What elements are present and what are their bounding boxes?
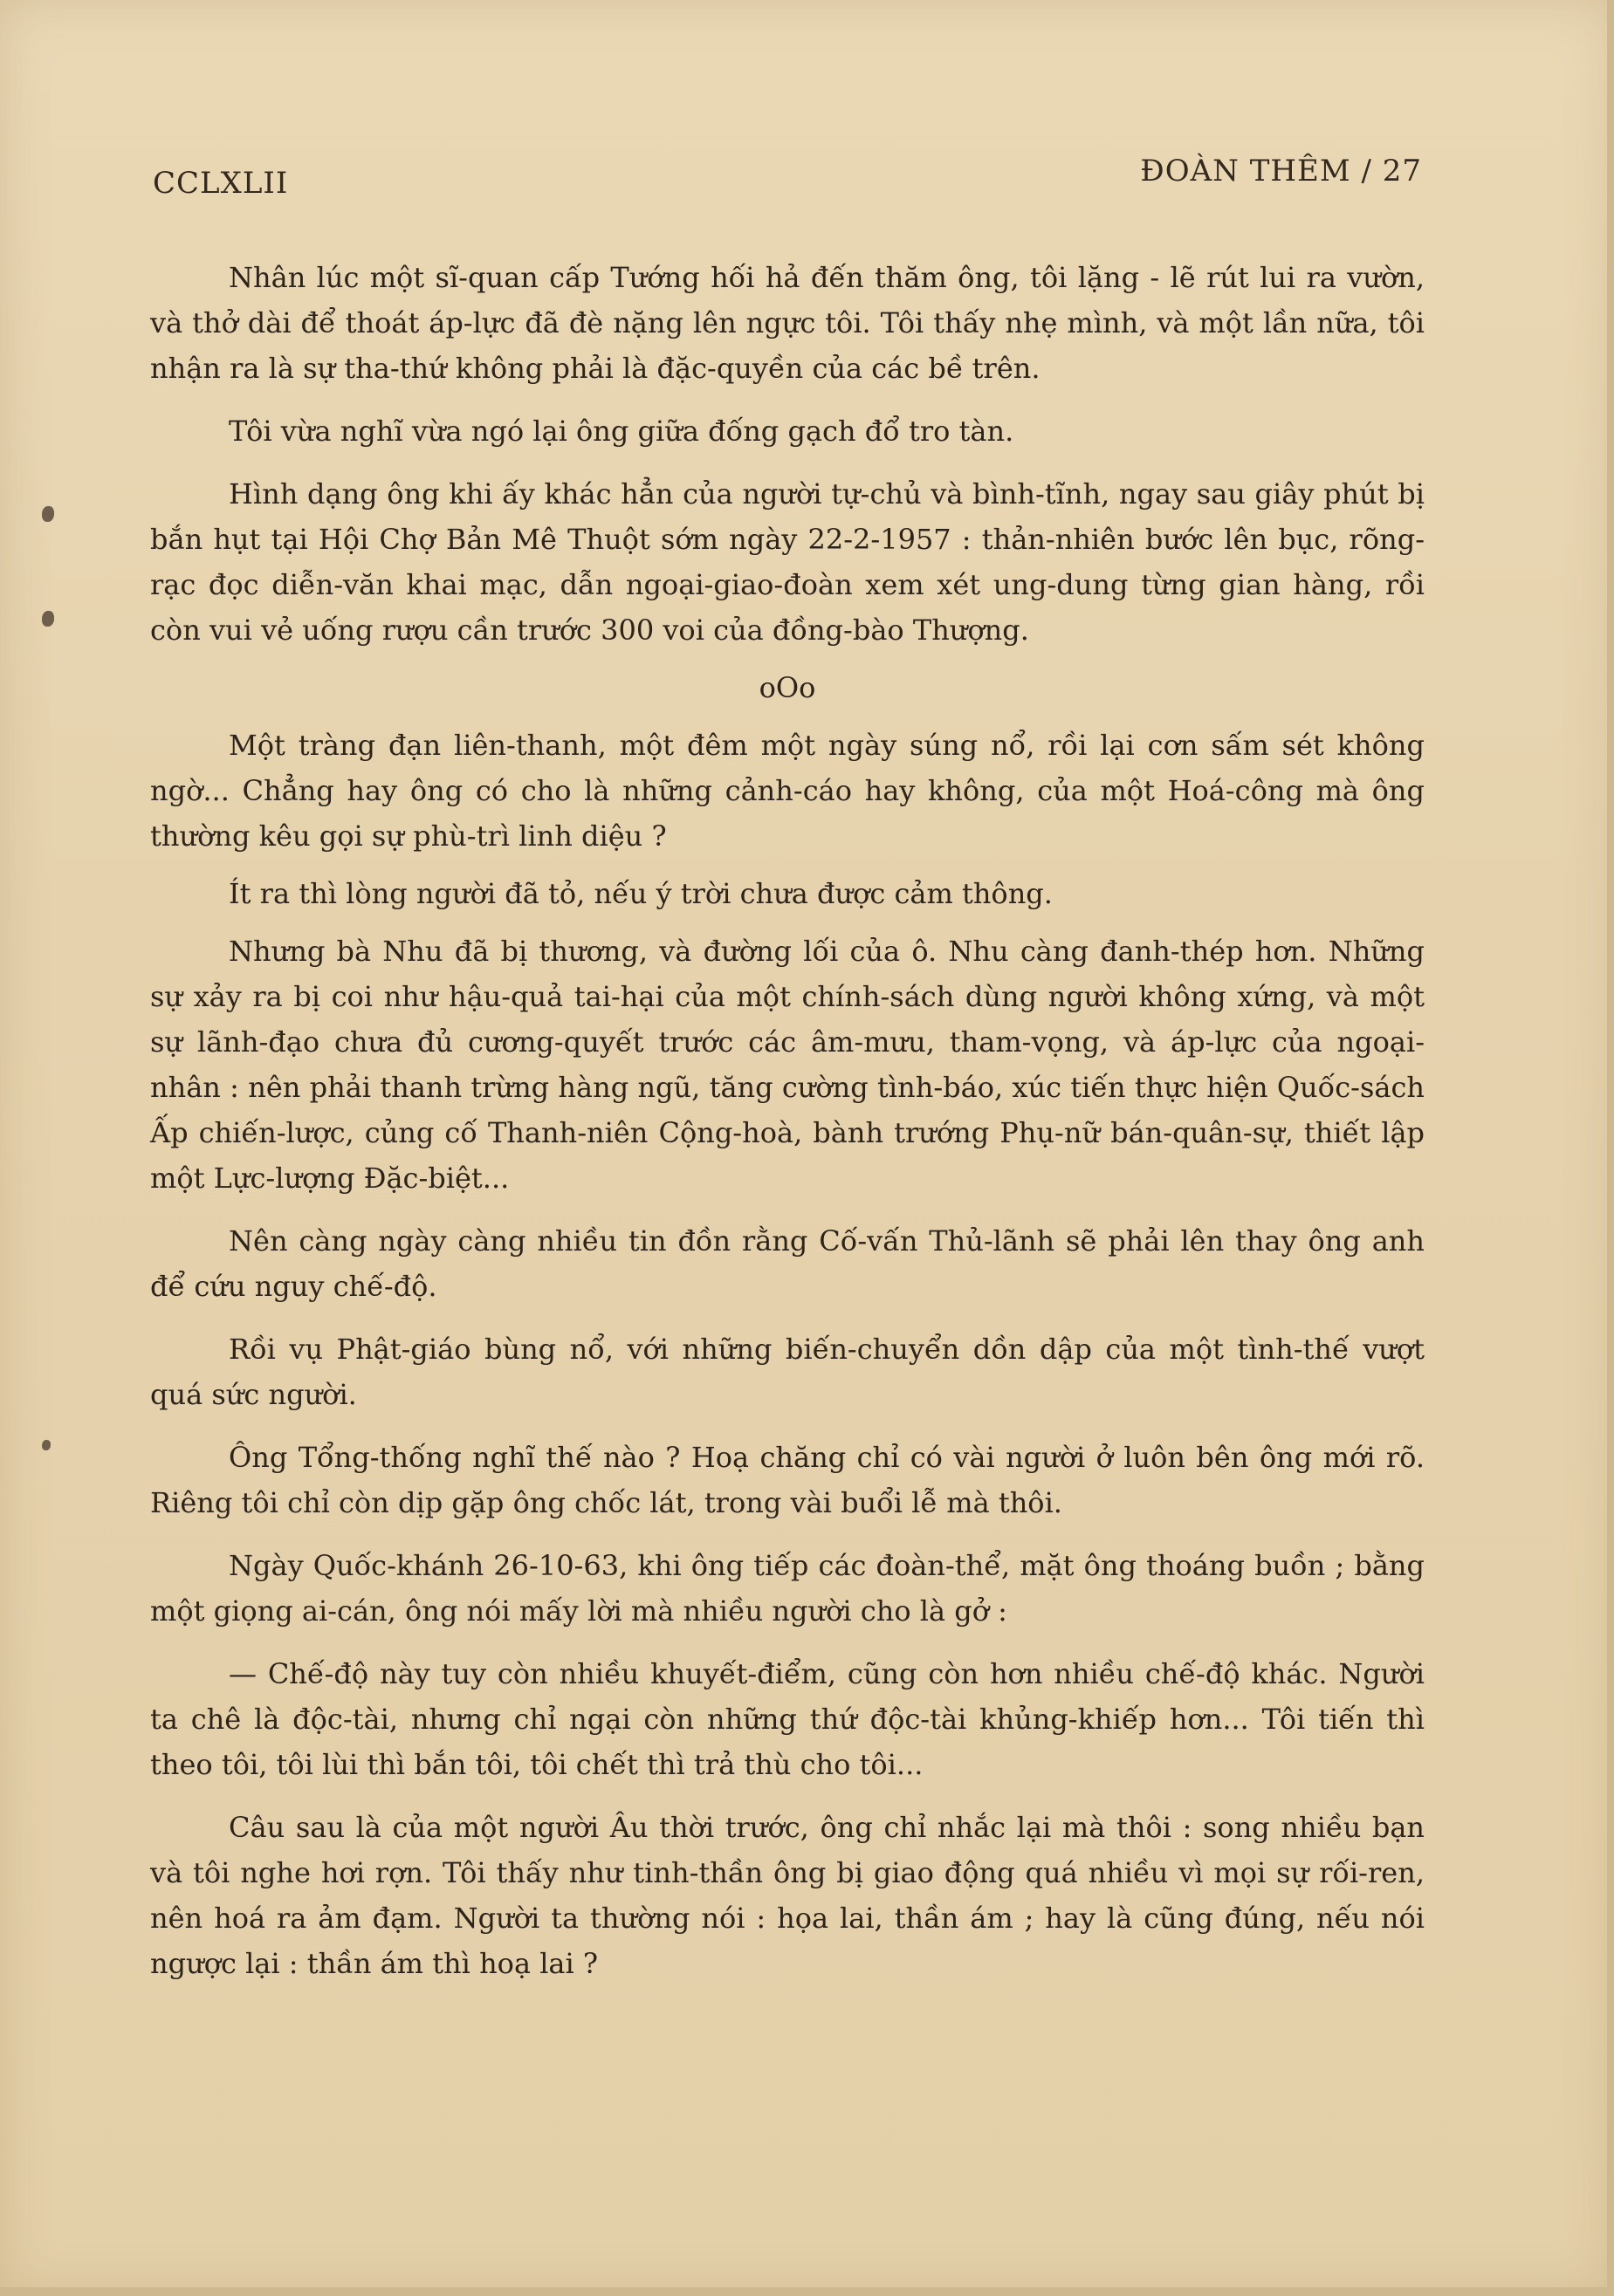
quoted-speech: — Chế-độ này tuy còn nhiều khuyết-điểm, cũng còn hơn nhiều chế-độ khác. Người ta chê là độc-tài, nhưng chỉ ngại còn những thứ độc-tài khủng-khiếp hơn... Tôi tiến thì theo tôi, tôi lùi thì bắn tôi, tôi chết thì trả thù cho tôi... <box>150 1657 1425 1781</box>
paragraph: Ít ra thì lòng người đã tỏ, nếu ý trời chưa được cảm thông. <box>229 877 1053 910</box>
paragraph: Nhưng bà Nhu đã bị thương, và đường lối của ô. Nhu càng đanh-thép hơn. Những sự xảy ra bị coi như hậu-quả tai-hại của một chính-sách dùng người không xứng, và một sự lãnh-đạo chưa đủ cương-quyết trước các âm-mưu, tham-vọng, và áp-lực của ngoại-nhân : nên phải thanh trừng hàng ngũ, tăng cường tình-báo, xúc tiến thực hiện Quốc-sách Ấp chiến-lược, củng cố Thanh-niên Cộng-hoà, bành trướng Phụ-nữ bán-quân-sự, thiết lập một Lực-lượng Đặc-biệt... <box>150 935 1425 1195</box>
margin-ink-mark <box>42 506 54 522</box>
paragraph: Hình dạng ông khi ấy khác hẳn của người tự-chủ và bình-tĩnh, ngay sau giây phút bị bắn hụt tại Hội Chợ Bản Mê Thuột sớm ngày 22-2-1957 : thản-nhiên bước lên bục, rõng-rạc đọc diễn-văn khai mạc, dẫn ngoại-giao-đoàn xem xét ung-dung từng gian hàng, rồi còn vui vẻ uống rượu cần trước 300 voi của đồng-bào Thượng. <box>150 477 1425 647</box>
paragraph: Nhân lúc một sĩ-quan cấp Tướng hối hả đến thăm ông, tôi lặng - lẽ rút lui ra vườn, và thở dài để thoát áp-lực đã đè nặng lên ngực tôi. Tôi thấy nhẹ mình, và một lần nữa, tôi nhận ra là sự tha-thứ không phải là đặc-quyền của các bề trên. <box>150 261 1425 385</box>
page-edge-bottom <box>0 2287 1614 2296</box>
paragraph: Ngày Quốc-khánh 26-10-63, khi ông tiếp các đoàn-thể, mặt ông thoáng buồn ; bằng một giọng ai-cán, ông nói mấy lời mà nhiều người cho là gở : <box>150 1549 1425 1628</box>
paragraph: Tôi vừa nghĩ vừa ngó lại ông giữa đống gạch đổ tro tàn. <box>229 415 1014 448</box>
paragraph: Rồi vụ Phật-giáo bùng nổ, với những biến-chuyển dồn dập của một tình-thế vượt quá sức người. <box>150 1333 1425 1411</box>
page-header-roman-numeral: CCLXLII <box>153 166 289 201</box>
margin-ink-mark <box>42 1440 51 1450</box>
section-separator: oOo <box>759 671 816 704</box>
page-edge-right <box>1607 0 1614 2296</box>
paragraph: Một tràng đạn liên-thanh, một đêm một ngày súng nổ, rồi lại cơn sấm sét không ngờ... Chẳng hay ông có cho là những cảnh-cáo hay không, của một Hoá-công mà ông thường kêu gọi sự phù-trì linh diệu ? <box>150 729 1425 853</box>
page-body <box>150 255 1425 1986</box>
page-header-author-page: ĐOÀN THÊM / 27 <box>1140 154 1422 188</box>
paragraph: Ông Tổng-thống nghĩ thế nào ? Hoạ chăng chỉ có vài người ở luôn bên ông mới rõ. Riêng tôi chỉ còn dịp gặp ông chốc lát, trong vài buổi lễ mà thôi. <box>150 1441 1425 1519</box>
paragraph: Câu sau là của một người Âu thời trước, ông chỉ nhắc lại mà thôi : song nhiều bạn và tôi nghe hơi rợn. Tôi thấy như tinh-thần ông bị giao động quá nhiều vì mọi sự rối-ren, nên hoá ra ảm đạm. Người ta thường nói : họa lai, thần ám ; hay là cũng đúng, nếu nói ngược lại : thần ám thì hoạ lai ? <box>150 1811 1425 1980</box>
paragraph: Nên càng ngày càng nhiều tin đồn rằng Cố-vấn Thủ-lãnh sẽ phải lên thay ông anh để cứu nguy chế-độ. <box>150 1224 1425 1303</box>
margin-ink-mark <box>42 611 54 627</box>
